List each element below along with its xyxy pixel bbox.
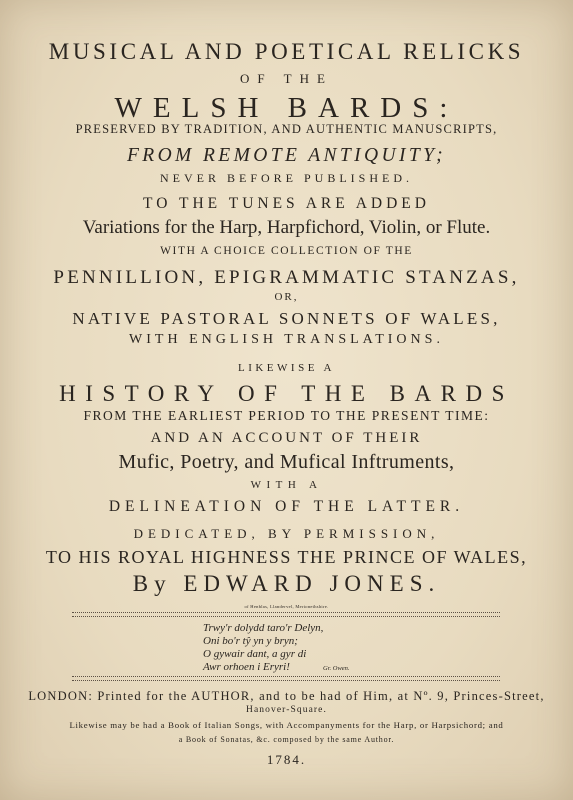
verse-line: Trwy'r dolydd taro'r Delyn, (203, 622, 324, 634)
verse-line: Oni bo'r tŷ yn y bryn; (203, 635, 298, 647)
subtitle-english-translations: WITH ENGLISH TRANSLATIONS. (129, 332, 444, 347)
verse-line: O gywair dant, a gyr di (203, 648, 307, 660)
book-title: MUSICAL AND POETICAL RELICKS (48, 39, 525, 64)
subtitle-history-of-bards: HISTORY OF THE BARDS (59, 381, 514, 406)
subtitle-never-published: NEVER BEFORE PUBLISHED. (159, 171, 413, 185)
subtitle-native-sonnets: NATIVE PASTORAL SONNETS OF WALES, (72, 309, 501, 328)
subtitle-variations: Variations for the Harp, Harpfichord, Violin, or Flute. (82, 217, 491, 238)
subtitle-likewise: LIKEWISE A (237, 362, 335, 374)
imprint-hanover-square: Hanover-Square. (246, 705, 327, 715)
imprint-london: LONDON: Printed for the AUTHOR, and to be had of Him, at Nº. 9, Princes-Street, (28, 689, 545, 703)
title-welsh-bards: WELSH BARDS: (114, 92, 459, 124)
ornamental-rule-top (72, 612, 500, 617)
verse-attribution: Gr. Owen. (323, 665, 350, 672)
subtitle-tunes-added: TO THE TUNES ARE ADDED (143, 195, 430, 212)
imprint-sonatas: a Book of Sonatas, &c. composed by the same Author. (178, 735, 395, 744)
dedication-prince: TO HIS ROYAL HIGHNESS THE PRINCE OF WALES, (45, 547, 528, 567)
author-residence: of Henblas, Llandervel, Merionethshire. (244, 604, 329, 609)
dedication-line: DEDICATED, BY PERMISSION, (133, 526, 440, 541)
subtitle-mufic-poetry: Mufic, Poetry, and Mufical Inftruments, (118, 451, 455, 473)
subtitle-pennillion: PENNILLION, EPIGRAMMATIC STANZAS, (53, 267, 520, 288)
author-line: By EDWARD JONES. (132, 571, 441, 596)
subtitle-preserved: PRESERVED BY TRADITION, AND AUTHENTIC MANUSCRIPTS, (75, 122, 498, 136)
imprint-italian-songs: Likewise may be had a Book of Italian Songs, with Accompanyments for the Harp, or Harpsichord; and (69, 720, 504, 730)
subtitle-with-a: WITH A (250, 479, 323, 491)
subtitle-delineation: DELINEATION OF THE LATTER. (108, 498, 465, 515)
subtitle-choice-collection: WITH A CHOICE COLLECTION OF THE (160, 245, 413, 257)
verse-line: Awr orhoen i Eryri! (203, 661, 290, 673)
subtitle-from-remote-antiquity: FROM REMOTE ANTIQUITY; (126, 145, 447, 166)
imprint-year: 1784. (266, 752, 307, 767)
subtitle-or: OR, (274, 291, 299, 303)
subtitle-earliest-period: FROM THE EARLIEST PERIOD TO THE PRESENT TIME: (83, 408, 490, 423)
ornamental-rule-bottom (72, 676, 500, 681)
subtitle-account: AND AN ACCOUNT OF THEIR (150, 430, 423, 446)
title-of-the: OF THE (240, 71, 333, 86)
